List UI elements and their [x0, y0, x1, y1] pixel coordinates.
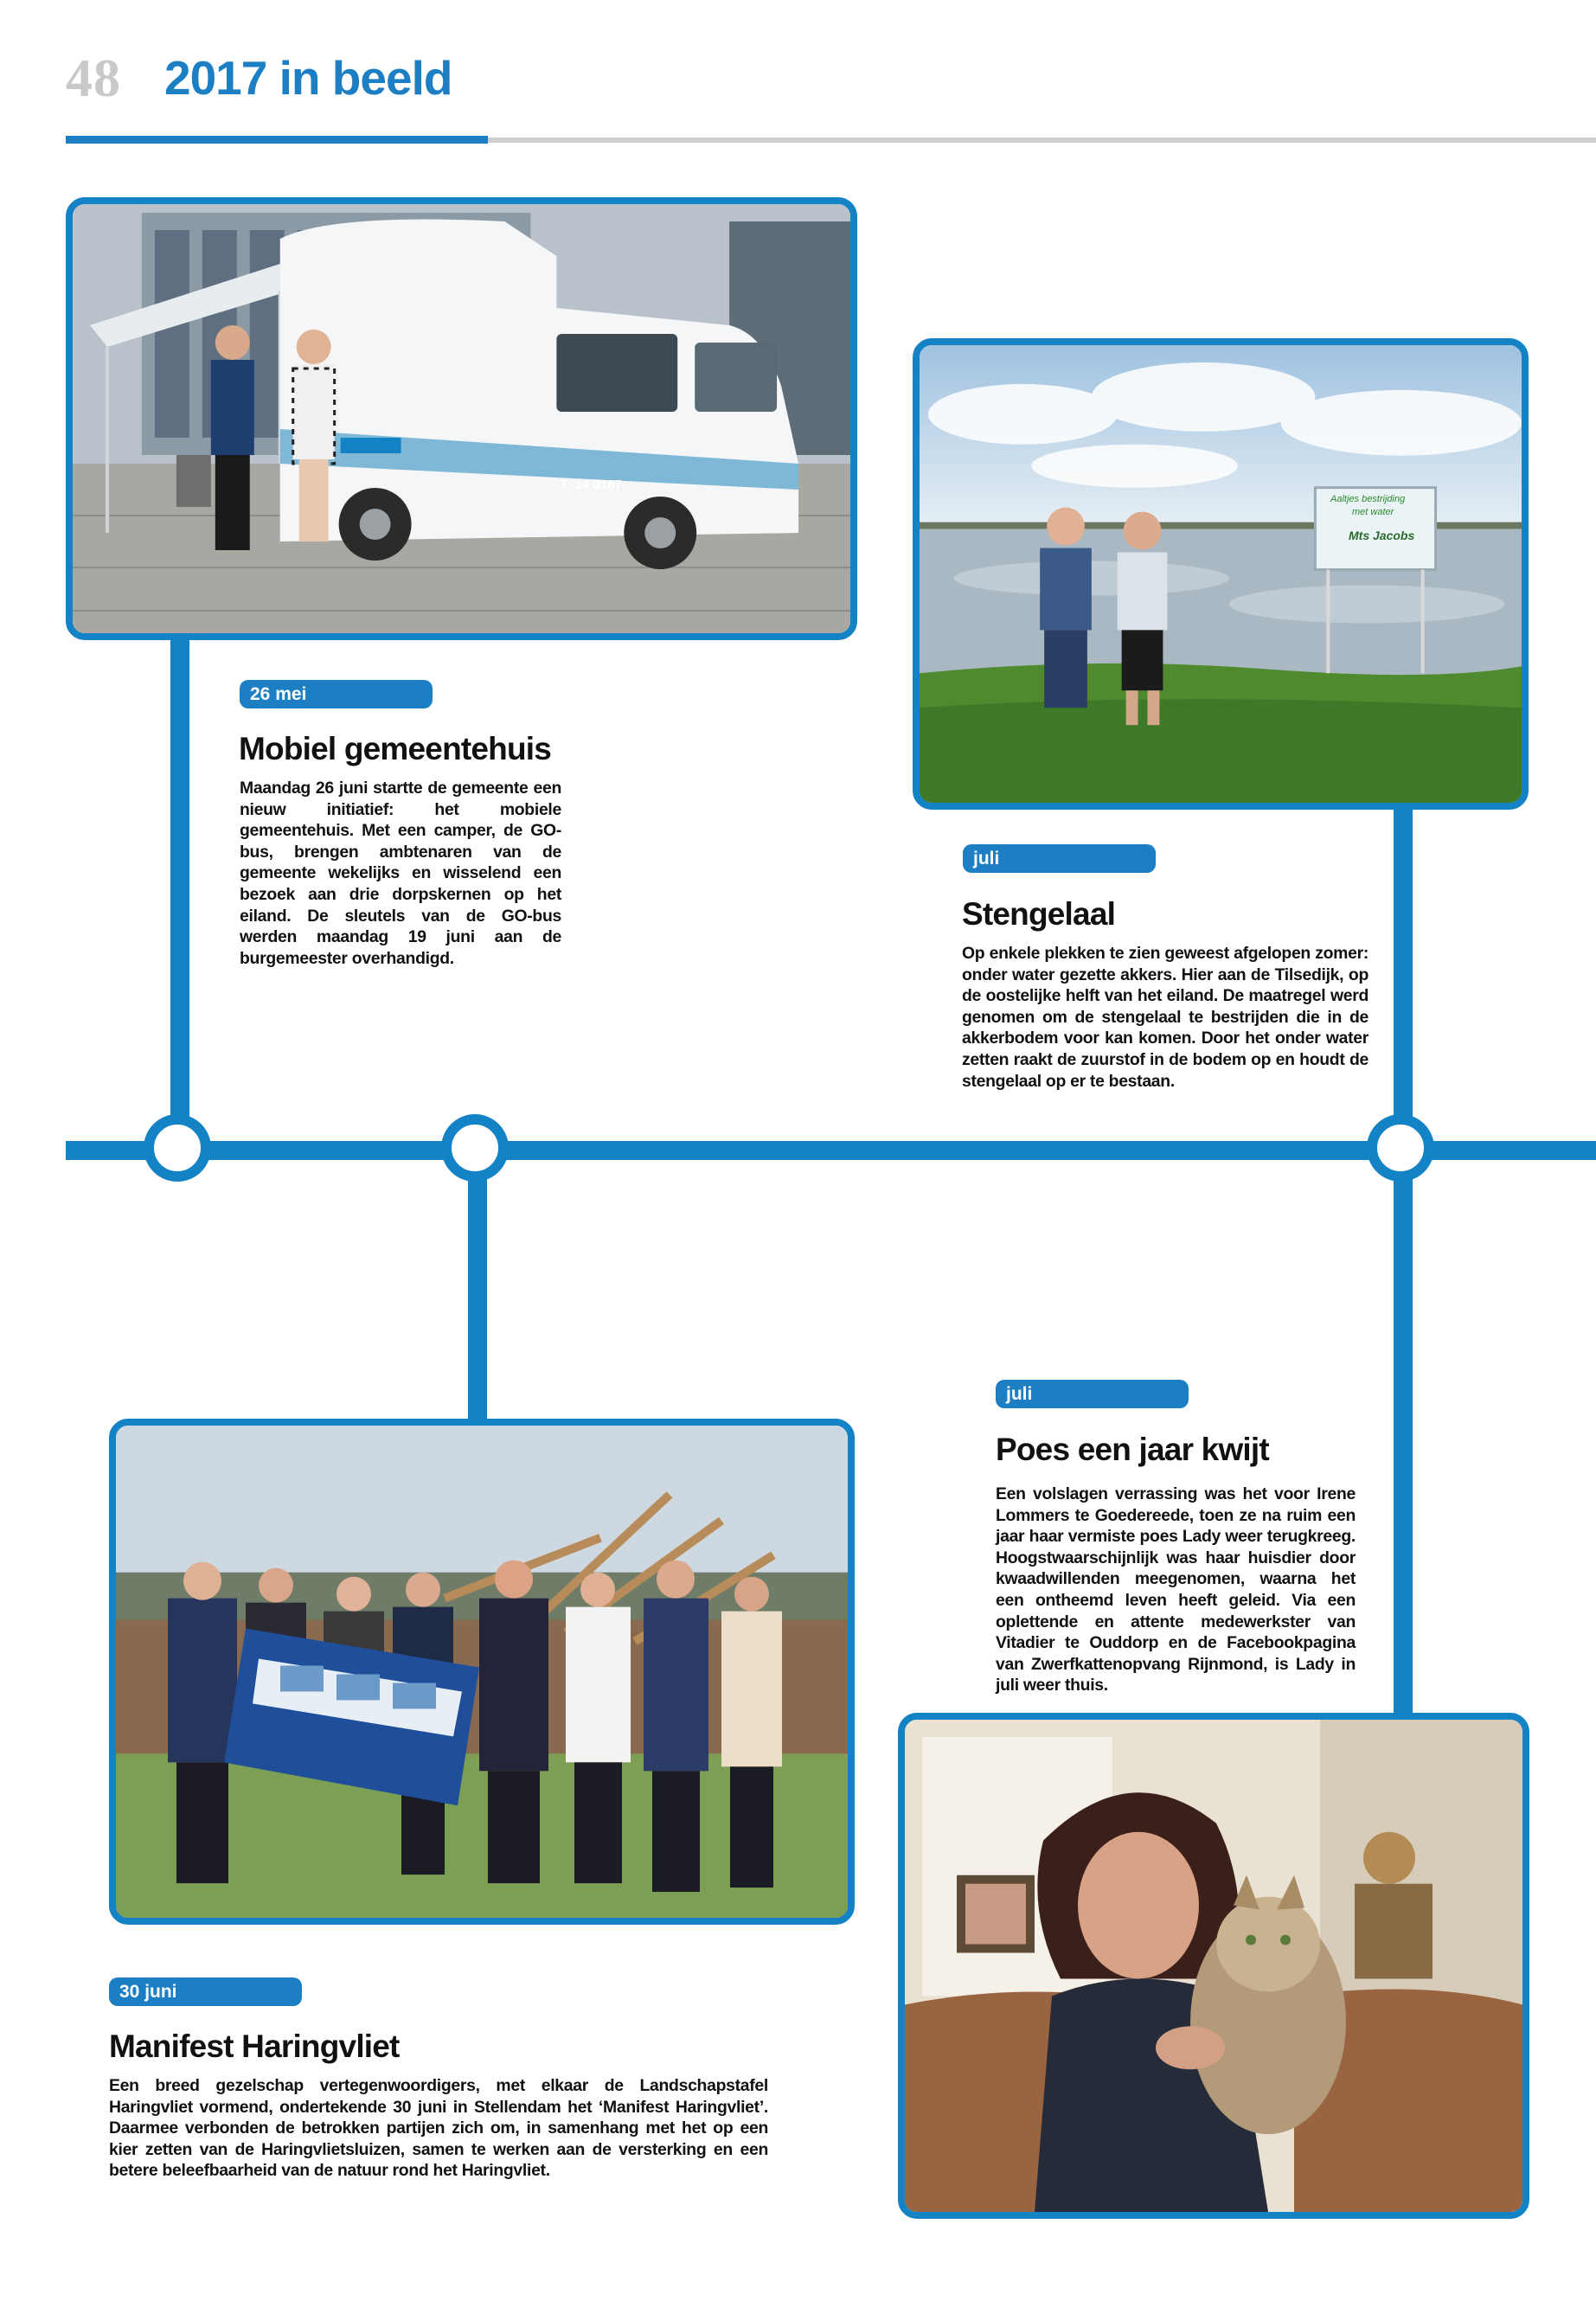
body-poes-een-jaar-kwijt: Een volslagen verrassing was het voor Irene Lommers te Goedereede, toen ze na ruim een jaar haar vermiste poes Lady weer terugkreeg. Hoogstwaarschijnlijk was haar huisdier door kwaadwillenden meegenomen, waarna het een ontheemd leven heeft geleid. Via een oplettende en attente medewerkster van Vitadier te Ouddorp en de Facebookpagina van Zwerfkattenopvang Rijnmond, is Lady in juli weer thuis. — [996, 1484, 1356, 1695]
photo-manifest-haringvliet — [109, 1419, 855, 1925]
body-manifest-haringvliet: Een breed gezelschap vertegenwoordigers, met elkaar de Landschapstafel Haringvliet vormend, ondertekende 30 juni in Stellendam het ‘Manifest Haringvliet’. Daarmee verbonden de betrokken partijen zich om, in samenhang met het op een kier zetten van de Haringvlietsluizen, samen te werken aan de versterking en een betere beleefbaarheid van de natuur rond het Haringvliet. — [109, 2076, 768, 2181]
timeline-node-1 — [144, 1114, 211, 1182]
date-badge-stengelaal: juli — [963, 844, 1156, 873]
header-rule-accent — [66, 136, 488, 144]
field-sign-line1: Aaltjes bestrijding — [1330, 494, 1406, 504]
body-stengelaal: Op enkele plekken te zien geweest afgelopen zomer: onder water gezette akkers. Hier aan de Tilsedijk, op de oostelijke helft van het eiland. De maatregel werd genomen om de stengelaal te bestrijden die in de akkerbodem voor kan komen. Door het onder water zetten raakt de zuurstof in de bodem op en houdt de stengelaal op er te bestaan. — [962, 944, 1368, 1091]
page-title: 2017 in beeld — [164, 51, 452, 105]
timeline-stem-2 — [468, 1155, 487, 1425]
date-badge-mobiel-gemeentehuis: 26 mei — [240, 680, 433, 708]
heading-manifest-haringvliet: Manifest Haringvliet — [109, 2029, 400, 2064]
heading-stengelaal: Stengelaal — [962, 896, 1116, 932]
timeline-stem-1 — [170, 636, 189, 1146]
header-rule — [488, 138, 1596, 143]
body-mobiel-gemeentehuis: Maandag 26 juni startte de gemeente een nieuw initiatief: het mobiele gemeentehuis. Met een camper, de GO-bus, brengen ambtenaren van de gemeente wekelijks en wisselend een bezoek aan drie dorpskernen op het eiland. De sleutels van de GO-bus werden maandag 19 juni aan de burgemeester overhandigd. — [240, 779, 561, 968]
timeline-stem-3 — [1394, 800, 1413, 1719]
photo-mobiel-gemeentehuis — [66, 197, 857, 640]
heading-poes-een-jaar-kwijt: Poes een jaar kwijt — [996, 1432, 1269, 1467]
timeline-node-2 — [441, 1114, 509, 1182]
date-badge-manifest-haringvliet: 30 juni — [109, 1977, 302, 2006]
photo-poes-een-jaar-kwijt — [898, 1713, 1529, 2219]
camper-registration: T: 14 0187 — [561, 478, 622, 492]
field-sign-line3: Mts Jacobs — [1349, 529, 1415, 542]
field-sign-line2: met water — [1352, 507, 1394, 517]
timeline-node-3 — [1367, 1114, 1434, 1182]
photo-stengelaal — [913, 338, 1529, 810]
heading-mobiel-gemeentehuis: Mobiel gemeentehuis — [239, 731, 552, 766]
page-number: 48 — [66, 49, 121, 108]
date-badge-poes-een-jaar-kwijt: juli — [996, 1380, 1189, 1408]
